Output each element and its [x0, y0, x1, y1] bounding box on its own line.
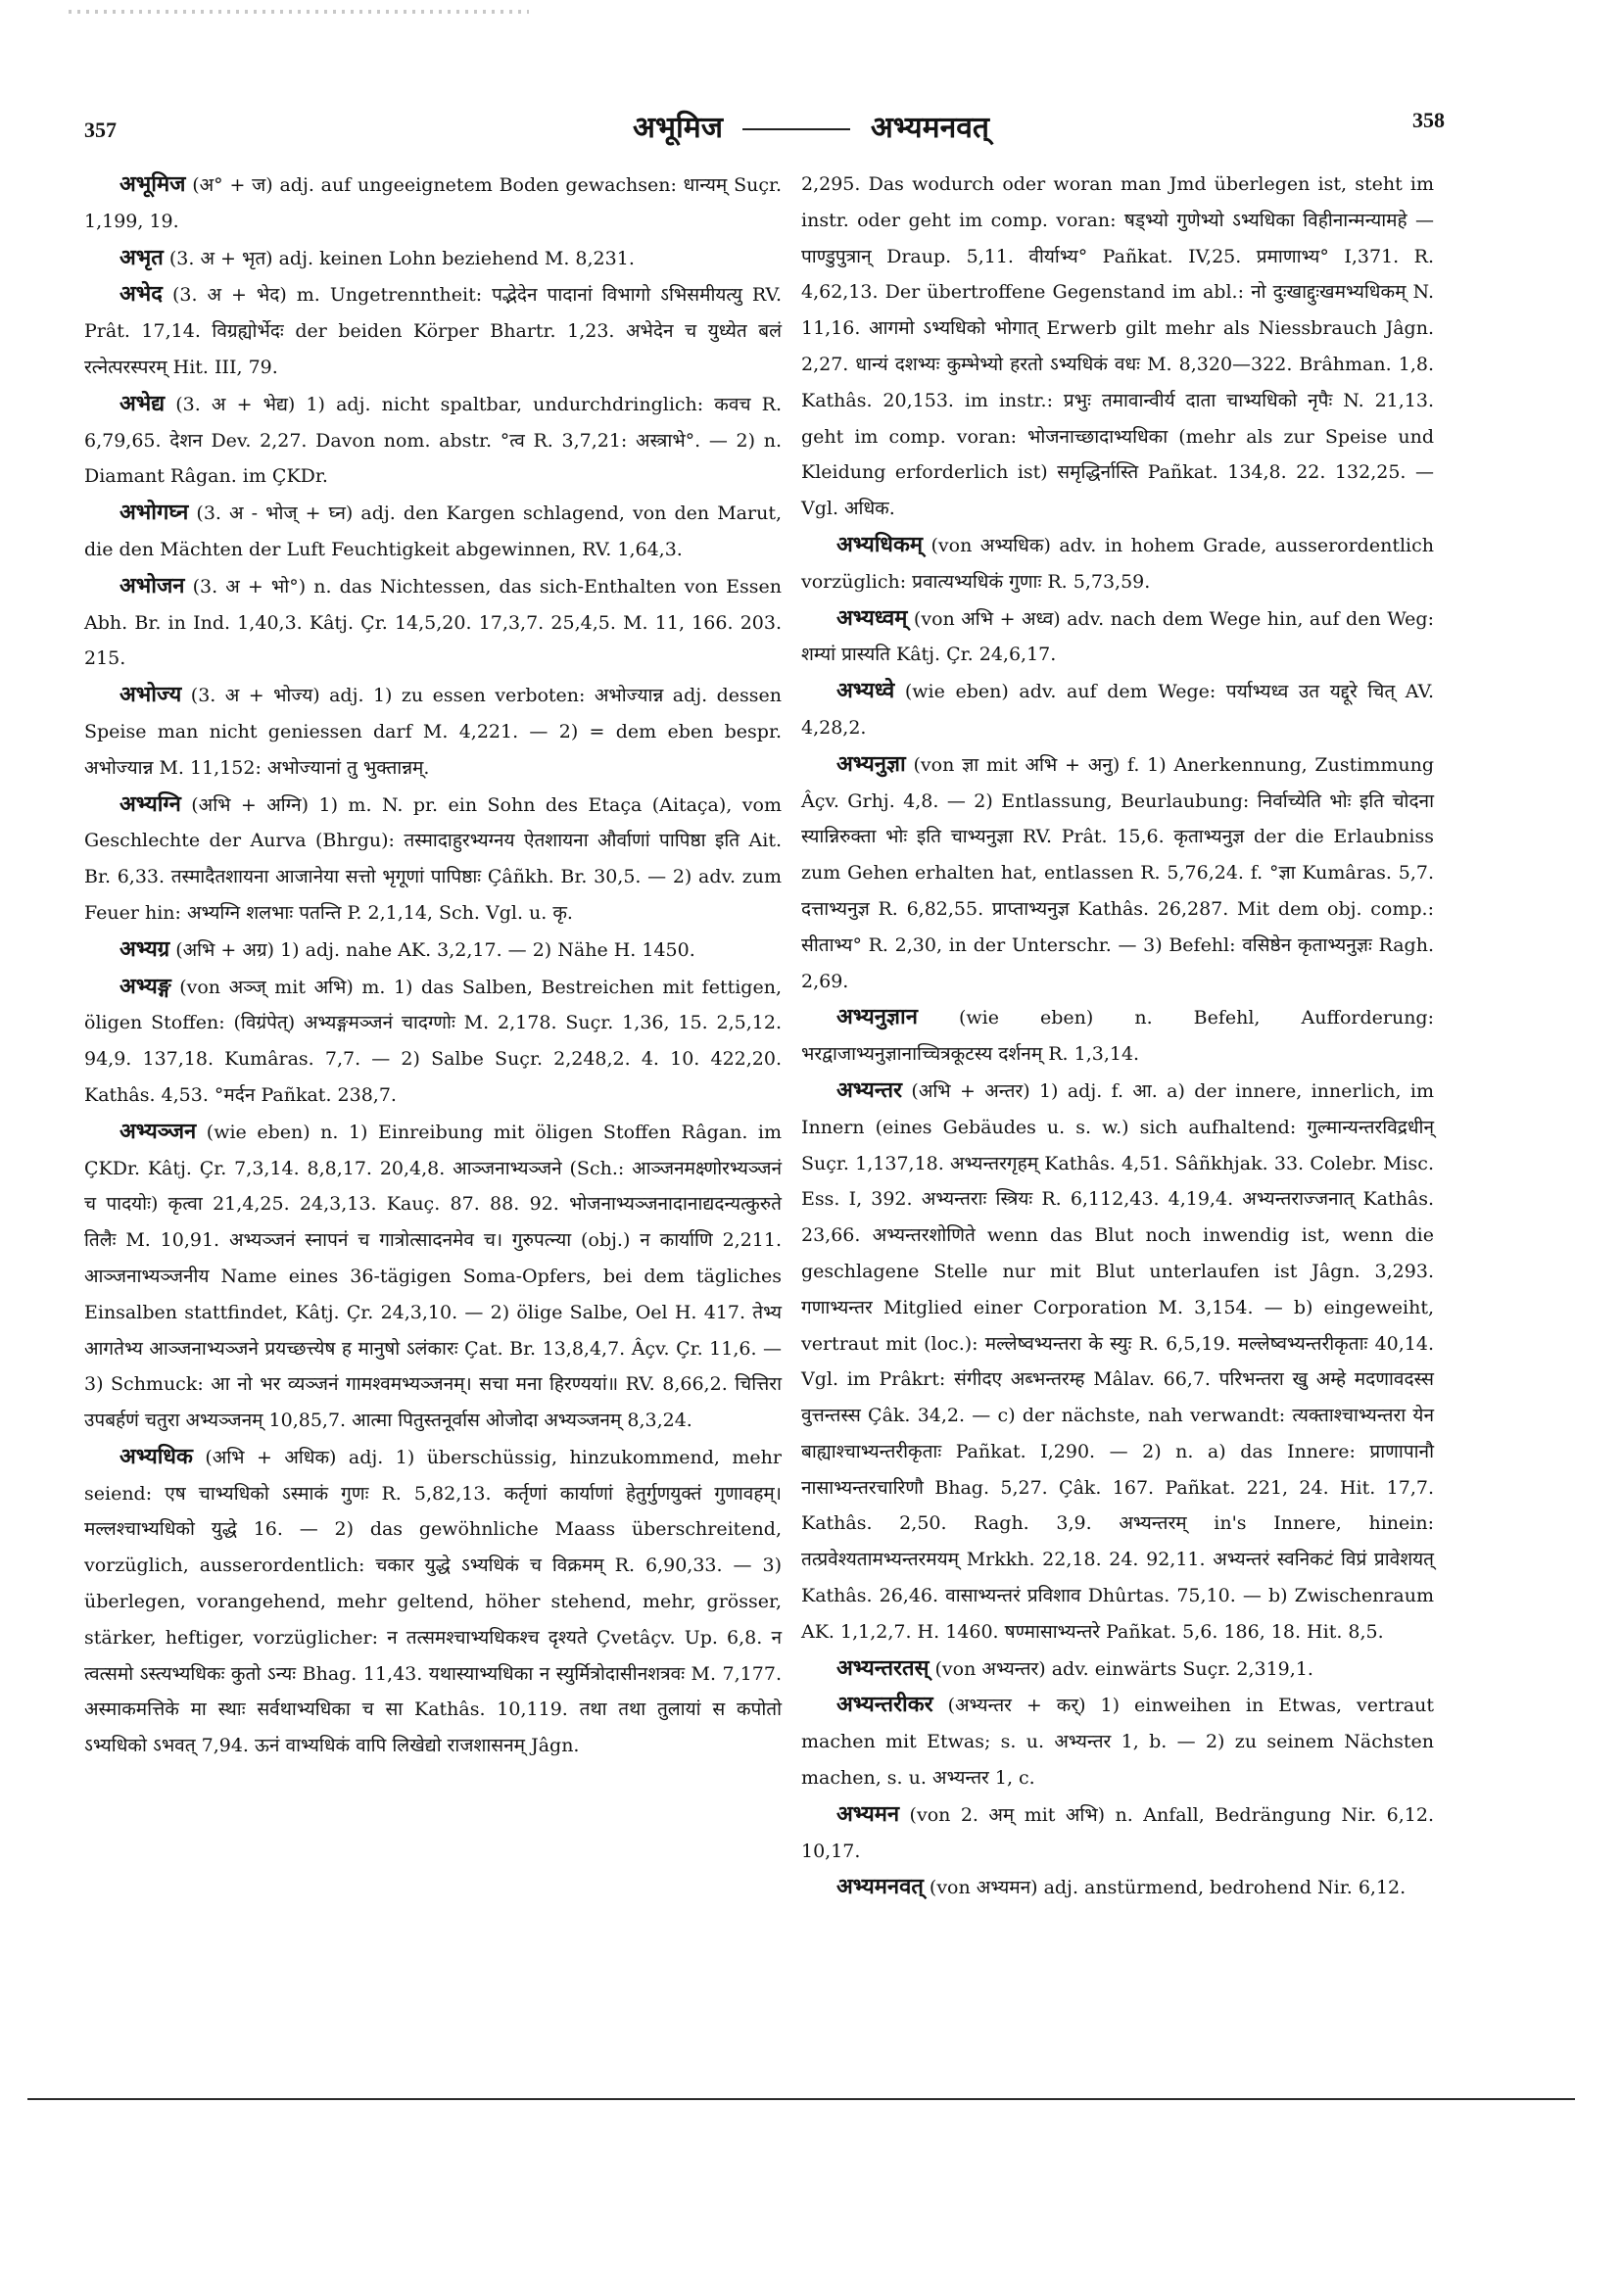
head-word-last: अभ्यमनवत्	[870, 111, 990, 145]
entry	[801, 999, 1434, 1073]
entry	[801, 1687, 1434, 1795]
lemma: अभेद्य	[119, 390, 166, 416]
lemma: अभ्यनुज्ञा	[836, 750, 906, 777]
entry-text: (wie eben) n. Befehl, Aufforderung: भरद्वाजाभ्यनुज्ञानाच्चित्रकूटस्य दर्शनम् R. 1,3,14.	[801, 1007, 1434, 1066]
entry-text: (3. अ + भेद्य) 1) adj. nicht spaltbar, undurchdringlich: कवच R. 6,79,65. देशन Dev. 2,27. Davon nom. abstr. °त्व R. 3,7,21: अस्त्राभे°. — 2) n. Diamant Râgan. im ÇKDr.	[84, 393, 782, 488]
entry	[84, 240, 782, 277]
entry	[84, 276, 782, 385]
entry	[84, 568, 782, 677]
entry	[801, 600, 1434, 674]
lemma: अभ्यग्नि	[119, 790, 181, 817]
page-number-right: 358	[1412, 108, 1445, 132]
right-column	[801, 167, 1434, 1906]
head-dash	[742, 128, 850, 130]
entry	[84, 787, 782, 932]
entry-text: (3. अ - भोज् + घ्न) adj. den Kargen schlagend, von den Marut, die den Mächten der Luft Feuchtigkeit abgewinnen, RV. 1,64,3.	[84, 502, 782, 560]
entry-text: (3. अ + भोज्य) adj. 1) zu essen verboten: अभोज्यान्न adj. dessen Speise man nicht geniessen darf M. 4,221. — 2) = dem eben bespr. अभोज्यान्न M. 11,152: अभोज्यानां तु भुक्तान्नम्.	[84, 685, 783, 779]
lemma: अभ्यध्वम्	[836, 604, 908, 631]
entry-text: (wie eben) adv. auf dem Wege: पर्याभ्यध्व उत यद्दूरे चित् AV. 4,28,2.	[801, 681, 1434, 739]
entry-text: (अभि + अग्नि) 1) m. N. pr. ein Sohn des Etaça (Aitaça), vom Geschlechte der Aurva (Bhrgu): तस्मादाहुरभ्यग्नय ऐतशायना और्वाणां पापिष्ठा इति Ait. Br. 6,33. तस्मादैतशायना आजानेया सत्तो भृगूणां पापिष्ठाः Çâñkh. Br. 30,5. — 2) adv. zum Feuer hin: अभ्यग्नि शलभाः पतन्ति P. 2,1,14, Sch. Vgl. u. कृ.	[84, 793, 782, 924]
entry-text: (von 2. अम् mit अभि) n. Anfall, Bedrängung Nir. 6,12. 10,17.	[801, 1803, 1434, 1862]
entry	[84, 386, 782, 495]
entry-text: (von अभ्यधिक) adv. in hohem Grade, ausserordentlich vorzüglich: प्रवात्यभ्यधिकं गुणाः R. 5,73,59.	[801, 534, 1434, 593]
lemma: अभ्यमन	[836, 1800, 900, 1827]
lemma: अभ्यमनवत्	[836, 1874, 924, 1900]
scan-artifact	[69, 10, 529, 14]
entry-text: (3. अ + भो°) n. das Nichtessen, das sich-Enthalten von Essen Abh. Br. in Ind. 1,40,3. Kâtj. Çr. 14,5,20. 17,3,7. 25,4,5. M. 11, 166. 203. 215.	[84, 575, 782, 670]
entry-text: (अभि + अग्र) 1) adj. nahe AK. 3,2,17. — 2) Nähe H. 1450.	[175, 938, 695, 961]
lemma: अभ्यधिकम्	[836, 531, 924, 557]
entry-text: (अभि + अधिक) adj. 1) überschüssig, hinzukommend, mehr seiend: एष चाभ्यधिको ऽस्माकं गुणः R. 5,82,13. कर्तृणां कार्याणां हेतुर्गुणयुक्तं गुणावहम्। मल्लश्चाभ्यधिको युद्धे 16. — 2) das gewöhnliche Maass überschreitend, vorzüglich, ausserordentlich: चकार युद्धे ऽभ्यधिकं च विक्रमम् R. 6,90,33. — 3) überlegen, vorangehend, mehr geltend, höher stehend, mehr, grösser, stärker, heftiger, vorzüglicher: न तत्समश्चाभ्यधिकश्च दृश्यते Çvetâçv. Up. 6,8. न त्वत्समो ऽस्त्यभ्यधिकः कुतो ऽन्यः Bhag. 11,43. यथास्याभ्यधिका न स्युर्मित्रोदासीनशत्रवः M. 7,177. अस्माकमत्तिके मा स्थाः सर्वथाभ्यधिका च सा Kathâs. 10,119. तथा तथा तुलायां स कपोतो ऽभ्यधिको ऽभवत् 7,94. ऊनं वाभ्यधिकं वापि लिखेद्यो राजशासनम् Jâgn.	[84, 1446, 782, 1757]
entry	[84, 969, 782, 1114]
lemma: अभृत	[119, 244, 164, 270]
head-word-first: अभूमिज	[632, 111, 723, 145]
lemma: अभ्यग्र	[119, 935, 170, 962]
entry	[801, 1650, 1434, 1688]
entry-text: (von अभ्यन्तर) adv. einwärts Suçr. 2,319,1.	[934, 1657, 1313, 1680]
lemma: अभेद	[119, 281, 163, 308]
entry-text: (von अभ्यमन) adj. anstürmend, bedrohend Nir. 6,12.	[929, 1877, 1407, 1899]
entry	[801, 1869, 1434, 1906]
lemma: अभ्यध्वे	[836, 678, 895, 704]
entry	[84, 932, 782, 969]
page-number-left: 357	[84, 118, 117, 142]
lemma: अभूमिज	[119, 171, 186, 197]
lemma: अभ्यधिक	[119, 1443, 193, 1469]
footer-rule	[27, 2098, 1575, 2100]
entry-text: (von अञ्ज् mit अभि) m. 1) das Salben, Bestreichen mit fettigen, öligen Stoffen: (विग्रंपेत्) अभ्यङ्गमञ्जनं चादग्णोः M. 2,178. Suçr. 1,36, 15. 2,5,12. 94,9. 137,18. Kumâras. 7,7. — 2) Salbe Suçr. 2,248,2. 4. 10. 422,20. Kathâs. 4,53. °मर्दन Pañkat. 238,7.	[84, 976, 782, 1106]
entry-text: (wie eben) n. 1) Einreibung mit öligen Stoffen Râgan. im ÇKDr. Kâtj. Çr. 7,3,14. 8,8,17. 20,4,8. आञ्जनाभ्यञ्जने (Sch.: आञ्जनमक्ष्णोरभ्यञ्जनं च पादयोः) कृत्वा 21,4,25. 24,3,13. Kauç. 87. 88. 92. भोजनाभ्यञ्जनादानाद्यदन्यत्कुरुते तिलैः M. 10,91. अभ्यञ्जनं स्नापनं च गात्रोत्सादनमेव च। गुरुपत्न्या (obj.) न कार्याणि 2,211. आञ्जनाभ्यञ्जनीय Name eines 36-tägigen Soma-Opfers, bei dem tägliches Einsalben stattfindet, Kâtj. Çr. 24,3,10. — 2) ölige Salbe, Oel H. 417. तेभ्य आगतेभ्य आञ्जनाभ्यञ्जने प्रयच्छत्त्येष ह मानुषो ऽलंकारः Çat. Br. 13,8,4,7. Âçv. Çr. 11,6. — 3) Schmuck: आ नो भर व्यञ्जनं गामश्वमभ्यञ्जनम्। सचा मना हिरण्ययां॥ RV. 8,66,2. चित्तिरा उपबर्हणं चतुरा अभ्यञ्जनम् 10,85,7. आत्मा पितुस्तनूर्वास ओजोदा अभ्यञ्जनम् 8,3,24.	[84, 1121, 782, 1432]
lemma: अभोज्य	[119, 682, 182, 708]
lemma: अभोगघ्न	[119, 500, 189, 526]
entry	[84, 1439, 782, 1764]
entry-text: (अभ्यन्तर + कर्) 1) einweihen in Etwas, vertraut machen mit Etwas; s. u. अभ्यन्तर 1, b. — 2) zu seinem Nächsten machen, s. u. अभ्यन्तर 1, c.	[801, 1695, 1434, 1790]
entry-text: 2,295. Das wodurch oder woran man Jmd überlegen ist, steht im instr. oder geht im comp. voran: षड्भ्यो गुणेभ्यो ऽभ्यधिका विहीनान्मन्यामहे — पाण्डुपुत्रान् Draup. 5,11. वीर्याभ्य° Pañkat. IV,25. प्रमाणाभ्य° I,371. R. 4,62,13. Der übertroffene Gegenstand im abl.: नो दुःखाद्दुःखमभ्यधिकम् N. 11,16. आगमो ऽभ्यधिको भोगात् Erwerb gilt mehr als Niessbrauch Jâgn. 2,27. धान्यं दशभ्यः कुम्भेभ्यो हरतो ऽभ्यधिकं वधः M. 8,320—322. Brâhman. 1,8. Kathâs. 20,153. im instr.: प्रभुः तमावान्वीर्य दाता चाभ्यधिको नृपैः N. 21,13. geht im comp. voran: भोजनाच्छादाभ्यधिका (mehr als zur Speise und Kleidung erforderlich ist) समृद्धिर्नास्ति Pañkat. 134,8. 22. 132,25. — Vgl. अधिक.	[801, 173, 1434, 520]
entry-text: (3. अ + भृत) adj. keinen Lohn beziehend M. 8,231.	[168, 247, 635, 269]
entry	[801, 527, 1434, 600]
entry	[84, 495, 782, 568]
entry	[801, 1073, 1434, 1650]
entry-text: (3. अ + भेद) m. Ungetrenntheit: पद्भेदेन पादानां विभागो ऽभिसमीयत्यु RV. Prât. 17,14. विग्रह्योर्भेदः der beiden Körper Bhartr. 1,23. अभेदेन च युध्येत बलं रत्नेत्परस्परम् Hit. III, 79.	[84, 284, 782, 378]
lemma: अभ्यन्तर	[836, 1076, 903, 1103]
entry-text: (अ° + ज) adj. auf ungeeignetem Boden gewachsen: धान्यम् Suçr. 1,199, 19.	[84, 174, 782, 232]
lemma: अभ्यनुज्ञान	[836, 1004, 918, 1030]
lemma: अभ्यन्तरीकर	[836, 1692, 933, 1718]
lemma: अभ्यञ्जन	[119, 1118, 197, 1144]
entry-text: (von अभि + अध्व) adv. nach dem Wege hin, auf den Weg: शम्यां प्रास्यति Kâtj. Çr. 24,6,17.	[801, 607, 1434, 666]
lemma: अभोजन	[119, 572, 185, 598]
lemma: अभ्यन्तरतस्	[836, 1654, 930, 1681]
entry	[84, 677, 782, 786]
running-head	[0, 106, 1622, 146]
entry	[801, 746, 1434, 1000]
entry-continuation	[801, 167, 1434, 527]
entry	[84, 1114, 782, 1439]
lemma: अभ्यङ्ग	[119, 973, 171, 999]
left-column	[84, 167, 782, 1764]
entry-text: (अभि + अन्तर) 1) adj. f. आ. a) der innere, innerlich, im Innern (eines Gebäudes u. s. w.) sich aufhaltend: गुल्मान्यन्तरविद्रधीन् Suçr. 1,137,18. अभ्यन्तरगृहम् Kathâs. 4,51. Sâñkhjak. 33. Colebr. Misc. Ess. I, 392. अभ्यन्तराः स्त्रियः R. 6,112,43. 4,19,4. अभ्यन्तराज्जनात् Kathâs. 23,66. अभ्यन्तरशोणिते wenn das Blut noch inwendig ist, wenn die geschlagene Stelle nur mit Blut unterlaufen ist Jâgn. 3,293. गणाभ्यन्तर Mitglied einer Corporation M. 3,154. — b) eingeweiht, vertraut mit (loc.): मल्लेष्वभ्यन्तरा के स्युः R. 6,5,19. मल्लेष्वभ्यन्तरीकृताः 40,14. Vgl. im Prâkrt: संगीदए अब्भन्तरम्ह Mâlav. 66,7. परिभन्तरा खु अम्हे मदणावदस्स वुत्तन्तस्स Çâk. 34,2. — c) der nächste, nah verwandt: त्यक्ताश्चाभ्यन्तरा येन बाह्याश्चाभ्यन्तरीकृताः Pañkat. I,290. — 2) n. a) das Innere: प्राणापानौ नासाभ्यन्तरचारिणौ Bhag. 5,27. Çâk. 167. Pañkat. 221, 24. Hit. 17,7. Kathâs. 2,50. Ragh. 3,9. अभ्यन्तरम् in's Innere, hinein: तत्प्रवेश्यतामभ्यन्तरमयम् Mrkkh. 22,18. 24. 92,11. अभ्यन्तरं स्वनिकटं विप्रं प्रावेशयत् Kathâs. 26,46. वासाभ्यन्तरं प्रविशाव Dhûrtas. 75,10. — b) Zwischenraum AK. 1,1,2,7. H. 1460. षण्मासाभ्यन्तरे Pañkat. 5,6. 186, 18. Hit. 8,5.	[801, 1079, 1434, 1643]
page-header	[0, 98, 1622, 147]
entry	[84, 167, 782, 240]
entry	[801, 673, 1434, 746]
entry-text: (von ज्ञा mit अभि + अनु) f. 1) Anerkennung, Zustimmung Âçv. Grhj. 4,8. — 2) Entlassung, Beurlaubung: निर्वाच्येति भोः इति चोदना स्यान्निरुक्ता भोः इति चाभ्यनुज्ञा RV. Prât. 15,6. कृताभ्यनुज्ञ der die Erlaubniss zum Gehen erhalten hat, entlassen R. 5,76,24. f. °ज्ञा Kumâras. 5,7. दत्ताभ्यनुज्ञ R. 6,82,55. प्राप्ताभ्यनुज्ञ Kathâs. 26,287. Mit dem obj. comp.: सीताभ्य° R. 2,30, in der Unterschr. — 3) Befehl: वसिष्ठेन कृताभ्यनुज्ञः Ragh. 2,69.	[801, 753, 1434, 992]
entry	[801, 1796, 1434, 1870]
